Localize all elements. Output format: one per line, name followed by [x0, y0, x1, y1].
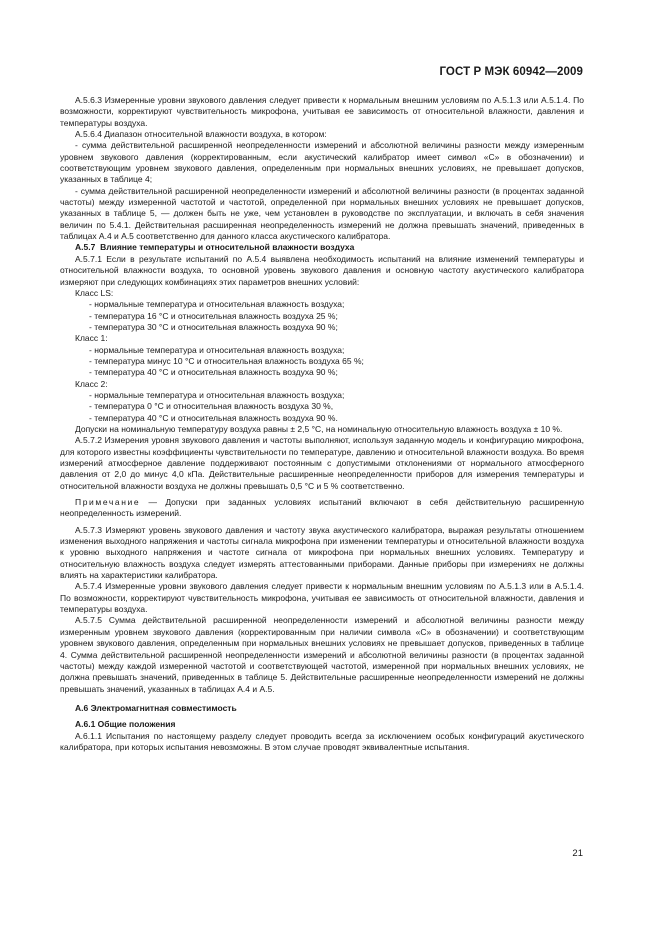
paragraph-a573: А.5.7.3 Измеряют уровень звукового давления и частоту звука акустического калибратора, выражая результаты отношением изменения выходного напряжения и частоты сигнала микрофона при изменении температуры и относительной влажности воздуха к уровню выходного напряжения и частоте сигнала от микрофона при нормальных внешних условиях. Температуру и относительную влажность воздуха следует измерять аттестованными приборами. Данные приборы при измерениях не должны влиять на характеристики калибратора.	[60, 524, 584, 581]
paragraph-a574: А.5.7.4 Измеренные уровни звукового давления следует привести к нормальным внешним условиям по А.5.1.3 или в А.5.1.4. По возможности, корректируют чувствительность микрофона, учитывая ее зависимость от относительной влажности, давления и температуры воздуха.	[60, 581, 584, 615]
class-ls-label: Класс LS:	[75, 287, 114, 298]
class-1-item: - температура минус 10 °С и относительная влажность воздуха 65 %;	[89, 355, 364, 366]
note	[60, 497, 584, 520]
document-body	[60, 95, 584, 753]
class-ls-item: - нормальные температура и относительная влажность воздуха;	[89, 299, 345, 310]
paragraph-a564-item2: - сумма действительной расширенной неопределенности измерений и абсолютной величины разности (в процентах заданной частоты) между измеренной частотой и частотой, определенной при нормальных внешних условиях не превышает допусков, указанных в таблице 5, — должен быть не уже, чем установлен в руководстве по эксплуатации, и включать в себя значения величин по 5.4.1. Действительная расширенная неопределенность измерений не должна превышать значений, приведенных в таблицах А.4 и А.5 соответственно для данного класса акустического калибратора.	[60, 185, 584, 242]
paragraph-a611: А.6.1.1 Испытания по настоящему разделу следует проводить всегда за исключением особых конфигураций акустического калибратора, при которых испытания невозможны. В этом случае проводят эквивалентные испытания.	[60, 730, 584, 752]
class-1-item: - нормальные температура и относительная влажность воздуха;	[89, 344, 345, 355]
document-header: ГОСТ Р МЭК 60942—2009	[439, 66, 583, 78]
section-heading-a6: А.6 Электромагнитная совместимость	[75, 702, 237, 713]
paragraph-tolerances: Допуски на номинальную температуру воздуха равны ± 2,5 °С, на номинальную относительную влажность воздуха ± 10 %.	[75, 423, 563, 434]
paragraph-a564: А.5.6.4 Диапазон относительной влажности воздуха, в котором:	[75, 129, 327, 140]
section-heading-a61: А.6.1 Общие положения	[75, 719, 176, 730]
class-2-item: - нормальные температура и относительная влажность воздуха;	[89, 389, 345, 400]
class-2-item: - температура 40 °С и относительная влажность воздуха 90 %.	[89, 412, 338, 423]
class-ls-item: - температура 30 °С и относительная влажность воздуха 90 %;	[89, 321, 338, 332]
section-number-a57: А.5.7	[75, 242, 96, 253]
class-1-label: Класс 1:	[75, 333, 108, 344]
section-heading-a57	[60, 242, 584, 253]
paragraph-a563: А.5.6.3 Измеренные уровни звукового давления следует привести к нормальным внешним условиям по А.5.1.3 или А.5.1.4. По возможности, корректируют чувствительность микрофона, учитывая ее зависимость от относительной влажности, давления и температуры воздуха.	[60, 95, 584, 128]
note-label: Примечание	[75, 497, 141, 508]
paragraph-a571: А.5.7.1 Если в результате испытаний по А.5.4 выявлена необходимость испытаний на влияние изменений температуры и относительной влажности воздуха, то основной уровень звукового давления и основную частоту акустического калибратора измеряют при следующих комбинациях этих параметров внешних условий:	[60, 253, 584, 287]
paragraph-a564-item1: - сумма действительной расширенной неопределенности измерений и абсолютной величины разности между измеренным уровнем звукового давления (корректированным, если акустический калибратор имеет символ «С» в обозначении) и соответствующим уровнем звукового давления, определенным при нормальных внешних условиях, не превышает допусков, указанных в таблице 4;	[60, 140, 584, 185]
note-text: — Допуски при заданных условиях испытаний включают в себя действительную расширенную неопределенность измерений.	[60, 497, 584, 519]
paragraph-a572: А.5.7.2 Измерения уровня звукового давления и частоты выполняют, используя заданную модель и конфигурацию микрофона, для которого известны коэффициенты чувствительности по температуре, давлению и относительной влажности воздуха. Во время измерений атмосферное давление поддерживают постоянным с допустимыми отклонениями от нормального атмосферного давления от 2,0 до минус 4,0 кПа. Действительные расширенные неопределенности приборов для измерения температуры и относительной влажности воздуха не должны превышать 0,5 °С и 5 % соответственно.	[60, 435, 584, 491]
page-number: 21	[572, 848, 583, 859]
paragraph-a575: А.5.7.5 Сумма действительной расширенной неопределенности измерений и абсолютной величины разности между измеренным уровнем звукового давления (корректированным при наличии символа «С» в обозначении) и соответствующим уровнем звукового давления, определенным при нормальных внешних условиях не превышает допусков, приведенных в таблице 4. Сумма действительной расширенной неопределенности измерений и абсолютной величины разности (в процентах заданной частоты) между каждой измеренной частотой и соответствующей частотой, измеренной при нормальных внешних условиях, не должна превышать значений, приведенных в таблице 5. Действительные расширенные неопределенности измерений не должны превышать значений, указанных в таблицах А.4 и А.5.	[60, 615, 584, 694]
class-1-item: - температура 40 °С и относительная влажность воздуха 90 %;	[89, 367, 338, 378]
class-2-label: Класс 2:	[75, 378, 108, 389]
class-ls-item: - температура 16 °С и относительная влажность воздуха 25 %;	[89, 310, 338, 321]
class-2-item: - температура 0 °С и относительная влажность воздуха 30 %,	[89, 401, 334, 412]
section-title-a57: Влияние температуры и относительной влажности воздуха	[100, 242, 355, 253]
